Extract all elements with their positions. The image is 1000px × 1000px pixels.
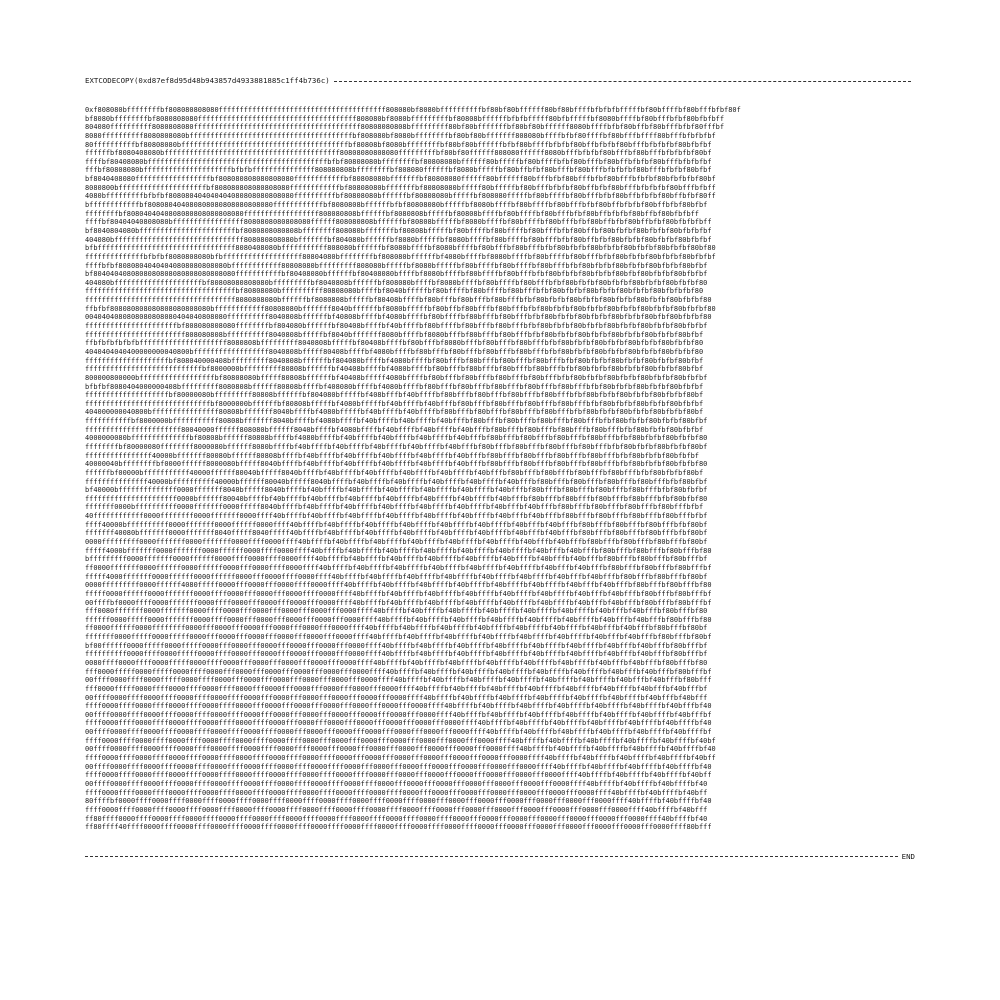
hex-line: 404000000040800bffffffffffffffff80808bfffffff8040bffffbf4080bfffffbf40bffffbf40bffffbf80bfffbf80bfffbf80bfffbf80bfffbfbf80bfbfbf80bfbfbf80bfbfbf80bf — [85, 408, 704, 417]
bytecode-hex-block — [85, 106, 915, 832]
hex-line: 0000fffffffff0000ffffff4080fffff0000fff0000fff0000ffff0000ffff40bffffbf40bffffbf40bffffbf40bffffbf40bffffbf40bffffbf40bfffbf40bfffbf80bfffbf80bfffbf80 — [85, 581, 712, 590]
hex-line: ffffffffffffffffffffffffffffffbf8000000bffffffbf80808bfffffbf4080bfffffbf40bffffbf40bfffbf80bfffbf80bfffbf80bfffbf80bfffbfbf80bfbfbf80bfbfbf80bfbfbf — [85, 399, 704, 408]
hex-line: bfbfffffffffffffffffffffffffffffffff8080408080bfffffffffff808080bffffffbf8080bffffbf8080bffffbf80bfffbf80bfffbfbf80bfbfbf80bfbfbf80bfbfbf80bfbfbf80bf80 — [85, 244, 716, 253]
hex-line: 00ffffbf0000ffff0000fffffff0000ffff0000fff0000fff0000fff0000ffff40bffffbf40bffffbf40bffffbf40bffffbf40bffffbf40bffffbf40bfffbf40bfffbf80bfffbf80bfffbf — [85, 598, 712, 607]
hex-line: fffff0000ffffff0000fffffff0000ffff0000fff0000fff0000ffff0000ffff40bffffbf40bffffbf40bffffbf40bffffbf40bffffbf40bffffbf40bfffbf40bfffbf80bfffbf80bfffbf — [85, 589, 712, 598]
footer-dashed-rule — [85, 856, 898, 857]
hex-line: 40000040bffffffffbf0000ffffff8000080bfffff8040bffffbf40bffffbf40bffffbf40bffffbf40bffffbf40bfffbf80bfffbf80bfffbf80bfffbf80bfffbfbf80bfbfbf80bfbfbf80 — [85, 460, 708, 469]
hex-line: ffbfbfbfbfbfbfffffffffffffffffffff8080808bfffffffff8040808bfffffbf80408bffffbf80bfffbf8080bfffbf80bfffbf80bfffbfbf80bfbfbf80bfbfbf80bfbfbf80bfbfbf80 — [85, 339, 704, 348]
hex-line: ffffffffffffffffffffbf808040000408bfffffffff8040808bffffffbf804080bffffbf4080bffffbf80bfffbf80bfffbf80bfffbf80bfffbfbf80bfbfbf80bfbfbf80bfbfbf80bfbf — [85, 356, 704, 365]
hex-line: 0000fffffffff0000fffffff0000fffffff0000ffff0000ffff40bffffbf40bffffbf40bffffbf40bffffbf40bffffbf40bffffbf40bfffbf40bfffbf80bfffbf80bfffbf80bfffbf80bf — [85, 538, 708, 547]
hex-line: ffff40000bffffffffff0000fffffff0000ffffff0000ffff40bffffbf40bffffbf40bffffbf40bffffbf40bffffbf40bffffbf40bfffbf40bfffbf80bfffbf80bfffbf80bfffbfbf80bf — [85, 520, 708, 529]
hex-line: ffffffbf8080408080bffffffffffffffffffffffffffffffffffffffffff80808080808080fffffffffbf80bf80ffffff808080ffffff8080bfffbfbfbf80bfffbf80bfffbfbfbfbf80bf — [85, 149, 712, 158]
hex-line: ff0000fffffff0000ffffff0000ffffff0000fff0000ffff0000ffff40bffffbf40bffffbf40bffffbf40bffffbf40bffffbf40bffffbf40bfffbf40bfffbf80bfffbf80bfffbf80bfffbf — [85, 563, 712, 572]
hex-line: ffffbfbf80808040404040808080808080bffffffffffff80808080bfffffffff808080bfffffbf8080bfffffbf80bffffbf80bffffbf80bfffbfbf80bfbfbf80bfbfbf80bfbfbf80bfbf — [85, 261, 708, 270]
hex-line: 40ffffffffffff0000ffffffff0000fffffff0000ffff40bffffbf40bffffbf40bffffbf40bffffbf40bffffbf40bffffbf40bfffbf40bfffbf80bfffbf80bfffbf80bfffbf80bfffbfbf — [85, 512, 708, 521]
hex-line: ffff0000ffff0000ffff0000ffff0000ffff0000fff0000fff0000fff0000fff0000fff0000fff0000ffff40bffffbf40bffffbf40bffffbf40bffffbf40bffffbf40bffffbf40bfffbf40 — [85, 702, 712, 711]
code-copy-dump — [85, 76, 915, 862]
hex-line: ffffbf80404040808080bfffffffffffffffff8080808080808080ffffff808080808bffffffbf80808bfffffbf8080bffffbf80bffffbf80bfffbfbf80bffbfbf80bffbfbf80bfbfbfbff — [85, 218, 712, 227]
hex-line: ffffffffffffffffffffff0000bffffff80040bffffbf40bffffbf40bffffbf40bffffbf40bffffbf40bffffbf40bffffbf40bfffbf80bfffbf80bfffbf80bfffbf80bfffbfbf80bfbf80 — [85, 494, 708, 503]
hex-line: fff0000fffff0000fffff0000ffff0000fff0000fff0000fff0000fff0000fff0000ffff40bffffbf40bffffbf40bffffbf40bffffbf40bffffbf40bffffbf40bfffbf40bfffbf80bfffbf — [85, 667, 712, 676]
hex-line: 0xf808080bffffffffbf808080808080ffffffffffffffffffffffffffffffffffffffff808080bf8080bffffffffffbf80bf80bffffff80bf80bffffbfbfbfbfffffbf80bffffbf80bfffbfbf80f — [85, 106, 741, 114]
hex-line: bf8040408080ffffffffffffffffffbf808080808080808080ffffffffffffbf80808080bfffffffbf80808080ffffff80bffffff80bfffbfbf80bfffbfbf80bfffbfbfbf80bfbfbfbf80bf — [85, 175, 716, 184]
hex-line: bf40000bffffffffffffff0000fffffff8040bfffff8040bffffbf40bffffbf40bffffbf40bffffbf40bffffbf40bffffbf40bfffbf80bfffbf80bfffbf80bfffbf80bfffbfbf80bfbfbf — [85, 486, 708, 495]
hex-line: ff80ffff0000ffff0000ffff0000ffff0000ffff0000ffff0000ffff0000ffff0000ffff0000ffff0000ffff0000fff0000fff0000fff0000fff0000fff0000fff0000ffff40bffffbf40 — [85, 814, 708, 823]
hex-line: bfbfbf8080404000000408bfffffffff8080808bffffff80808bffffbf408080bffffbf4080bffffbf80bfffbf80bfffbf80bfffbf80bfffbf80bfffbfbf80bfbfbf80bfbfbf80bfbfbf — [85, 382, 704, 391]
hex-line: 00ffff0000ffff0000ffff0000ffff0000ffff0000fff0000fff0000fff0000fff0000fff0000ffff40bffffbf40bffffbf40bffffbf40bffffbf40bffffbf40bffffbf40bfffbf40bfff — [85, 693, 708, 702]
hex-line: ffff0000ffff0000ffff0000ffff0000ffff0000ffff0000ffff0000fff0000fff0000fff0000fff0000fff0000fff0000ffff40bffffbf40bffffbf40bffffbf40bffffbf40bffffbf40bf — [85, 736, 716, 745]
hex-line: 8080800bfffffffffffffffffffffbf808080808080808080ffffffffffffbf80808080bfffffffbf80808080bfffff80bfffffbf80bfffbfbfbf80bffbfbf80bfffbfbfbfbf80bfffbfbff — [85, 183, 716, 192]
hex-line: 404080bfffffffffffffffffffffffffffffff808080808080bfffffffbf804080bffffffbf8080bfffffbf8080bffffbf80bffffbf80bfffbfbf80bffbfbf80bfbfbf80bfbfbf80bfbfbf — [85, 235, 712, 244]
hex-line: ffbfbf808080808080808080808080bffffffffffff80808080bfffffff8040bffffffbf8080bfffffbf80bffbf80bfffbf80bfffbfbf80bfbfbf80bfbfbf80bfbfbf80bfbfbf80bfbfbf80 — [85, 304, 716, 313]
hex-line: ffffff0000fffff0000fffffff0000ffff0000fff0000fff0000fff0000fff0000ffff40bffffbf40bffffbf40bffffbf40bffffbf40bffffbf40bffffbf40bfffbf40bfffbf80bfffbf80 — [85, 615, 712, 624]
hex-line: ffffffbf00000bfffffffffff40000ffffff80040bfffff8040bffffbf40bffffbf40bffffbf40bffffbf40bffffbf40bfffbf80bfffbf80bfffbf80bfffbf80bfffbfbf80bfbfbf80bf — [85, 468, 704, 477]
hex-line: fffffffffffffff40000bffffffffff40000bffffff80040bfffff8040bffffbf40bffffbf40bffffbf40bffffbf40bffffbf40bfffbf80bfffbf80bfffbf80bfffbf80bfffbfbf80bfbf — [85, 477, 708, 486]
hex-line: ffffffffffffffffffffbf80000080bfffffffff80808bffffffbf804080bfffffbf408bfffbf40bffffbf80bfffbf80bfffbf80bfffbf80bfffbfbf80bfbfbf80bfbfbf80bfbfbf80bf — [85, 391, 704, 400]
hex-line: ffffffffffffffffffffffffffffffffffff8080808080bffffffbf8080808bfffffbf80408bffffbf80bfffbf80bfffbf80bfffbfbf80bfbfbf80bfbfbf80bfbfbf80bfbfbf80bfbfbf80 — [85, 296, 712, 305]
hex-line: 00ffff0000ffff0000ffff0000ffff0000ffff0000fff0000fff0000fff0000fff0000fff0000fff0000ffff40bffffbf40bffffbf40bffffbf40bffffbf40bffffbf40bffffbf40bfffbf — [85, 710, 712, 719]
hex-line: ffffbf80408080bfffffffffffffffffffffffffffffffffffffffffffbfbf80808080bffffffffbf80808080bffffff80bfffffbf80bffffbfbf80bfffbf80bffbfbfbf80bfffbfbfbfbf — [85, 157, 712, 166]
hex-line: ffff0000ffff0000ffff0000ffff0000ffff0000ffff0000ffff0000ffff0000ffff0000ffff0000ffff0000fff0000fff0000fff0000fff0000fff0000fff0000ffff40bffffbf40bfff — [85, 805, 708, 814]
header-dashed-rule — [334, 81, 911, 82]
hex-line: ff80ffff40ffff0000ffff0000ffff0000ffff0000ffff0000ffff0000ffff0000ffff0000ffff0000ffff0000ffff0000fff0000fff0000fff0000fff0000fff0000fff0000ffff80bfff — [85, 823, 712, 832]
hex-line: fff0080fffffff0000fffffff0000ffff0000fff0000fff0000fff0000fff0000ffff40bffffbf40bffffbf40bffffbf40bffffbf40bffffbf40bffffbf40bfffbf40bfffbf80bfffbf80 — [85, 607, 708, 616]
hex-line: bf8080bffffffffbf8080808080ffffffffffffffffffffffffffffffffffffff808080bf8080bfffffffffbf80808bffffffbfbfbfffff80bfbfffffbf8080bffffbf80bfffbfbf80bfbfbff — [85, 114, 725, 123]
hex-line: ffffffffffffffffffffffffffffffffffffbf80808080bffffffffff80808080bffffbf8040bfffffbf80bffffbf80bffffbf80bfffbfbf80bfbfbf80bfbfbf80bfbfbf80bfbfbfbf80 — [85, 287, 704, 296]
hex-line: 4040404040400000000040800bffffffffffffffffff8040808bfffff80408bffffbf4080bffffbf80bfffbf80bfffbf80bfffbf80bfffbfbf80bfbfbf80bfbfbf80bfbfbf80bfbfbf80 — [85, 347, 704, 356]
hex-line: ffff0000ffff0000ffff0000ffff0000ffff0000ffff0000ffff0000ffff0000ffff0000ffff0000fff0000fff0000fff0000fff0000fff0000fff0000ffff40bffffbf40bffffbf40bff — [85, 788, 708, 797]
dump-header — [85, 76, 915, 86]
hex-line: 804080ffffffffff8080808080ffffffffffffffffffffffffffffffffffffffff80808080808bfffffffff80bf80bfffffffbf80bf80bffffff8080bffffbfbf80bffbf80bfffbfbf80fffbf — [85, 123, 725, 132]
hex-line: fffff4000bfffffff0000fffffff0000ffffff0000ffff0000ffff40bffffbf40bffffbf40bffffbf40bffffbf40bffffbf40bffffbf40bfffbf40bfffbf80bfffbf80bfffbf80bfffbf80 — [85, 546, 712, 555]
hex-line: bfffffffff0000fffffff0000ffffff0000ffff0000ffff0000ffff40bffffbf40bffffbf40bffffbf40bffffbf40bffffbf40bffffbf40bfffbf40bfffbf80bfffbf80bfffbf80bfffbf — [85, 555, 708, 564]
hex-line: fffffffffffffffffffffff80040000ffffff808080bffffff8040bffffbf4080bffffbf40bffffbf40bffffbf40bfffbf80bfffbf80bfffbf80bfffbf80bfffbfbf80bfbfbf80bfbfbf — [85, 425, 704, 434]
hex-line: ffff0000ffff0000ffff0000ffff0000ffff0000ffff0000ffff0000ffff0000fff0000fff0000fff0000fff0000fff0000fff0000ffff40bffffbf40bffffbf40bffffbf40bffffbf40bff — [85, 754, 716, 763]
hex-line: ffff0000ffff0000ffff0000ffff0000ffff0000ffff0000fff0000fff0000fff0000fff0000fff0000fff0000ffff40bffffbf40bffffbf40bffffbf40bffffbf40bffffbf40bffffbf40 — [85, 719, 712, 728]
hex-line: bf8040404080808080808080808080808080fffffffffffbf80408080bffffffbf80408080bffffbf8080bffffbf80bffffbf80bfffbfbf80bfbfbf80bfbfbf80bfbf80bfbfbf80bfbfbf — [85, 270, 708, 279]
hex-line: 4000000080bffffffffffffffbf80808bffffff80808bffffbf4080bffffbf40bffffbf40bffffbf40bffffbf40bfffbf80bfffbf80bfffbf80bfffbf80bfffbfbf80bfbfbf80bfbfbf80 — [85, 434, 708, 443]
hex-line: fffff4000fffffff0000ffffff0000ffffff0000fff0000ffff0000ffff40bffffbf40bffffbf40bffffbf40bffffbf40bffffbf40bffffbf40bfffbf40bfffbf80bfffbf80bfffbf80bf — [85, 572, 708, 581]
hex-line: fff0000fffff0000ffff0000ffff0000ffff0000fff0000fff0000fff0000fff0000fff0000ffff40bffffbf40bffffbf40bffffbf40bffffbf40bffffbf40bffffbf40bfffbf40bfffbf — [85, 684, 708, 693]
dump-title: EXTCODECOPY(0xd87ef8d95d48b943857d4933881885c1ff4b736c) — [85, 76, 330, 85]
hex-line: ffffffffffffffbfbfbf8080808080bfbfffffffffffffffffff80804080bffffffffbf808080bffffffbf4080bffffbf8080bffffbf80bffffbf80bfffbfbf80bfbfbf80bfbfbf80bfbfbf — [85, 252, 716, 261]
hex-line: ffffffffffffffff40000bfffffff80080bffffff80808bffffbf40bffffbf40bffffbf40bffffbf40bffffbf40bfffbf80bfffbf80bfffbf80bfffbf80bfffbfbf80bfbfbf80bfbfbf — [85, 451, 699, 460]
end-marker: END — [901, 851, 915, 861]
hex-line: 8080ffffffffff8080808080bfffffffffffffffffffffffffffffffffffffffbf808080bf8080bffffffffbf80bf80bfffffff808080bffffbfbf80ffffbf80bfffbffff80bfffbfbfbfbf — [85, 131, 716, 140]
hex-line: 00ffff0000ffff0000ffff0000ffff0000ffff0000ffff0000ffff0000ffff0000fff0000fff0000fff0000fff0000fff0000fff0000ffff40bffffbf40bffffbf40bffffbf40bffffbf40 — [85, 762, 712, 771]
hex-line: bf00ffffff0000fffff0000fffff0000fff0000fff0000fff0000fff0000fff0000ffff40bffffbf40bffffbf40bffffbf40bffffbf40bffffbf40bffffbf40bfffbf40bfffbf80bfffbf — [85, 641, 708, 650]
hex-line: ffffffffbf80000080ffffffff8000080bffffff8080bffffbf40bffffbf40bffffbf40bffffbf40bffffbf40bfffbf80bfffbf80bfffbf80bfffbf80bfffbfbf80bfbfbf80bfbfbf80bf — [85, 442, 708, 451]
hex-line: 80ffffbf0000ffff0000ffff0000ffff0000ffff0000ffff0000ffff0000ffff0000ffff0000ffff0000fff0000fff0000fff0000fff0000fff0000fff0000ffff40bffffbf40bffffbf40 — [85, 797, 712, 806]
hex-line: 80ffffffffffbf80808080bffffffffffffffffffffffffffffffffffffffffbf80808bf8080bffffffffbf80bf80bffffffbfbf80bffffbfbfbf80bffbfbfbf80bfffbfbfbfbf80bfbfbf — [85, 140, 712, 149]
hex-line: ffffffffff0000ffff0000fffff0000ffff0000fff0000fff0000fff0000fff0000ffff40bffffbf40bffffbf40bffffbf40bffffbf40bffffbf40bffffbf40bfffbf40bfffbf80bfffbf — [85, 650, 708, 659]
hex-line: ffffffffffffffffffffffbf808080808080ffffffffbf804080bffffffbf80408bffffbf40bffffbf80bffffbf80bfffbf80bfffbfbf80bfbfbf80bfbfbf80bfbfbf80bfbfbf80bfbfbf — [85, 322, 708, 331]
hex-line: 00ffff0000ffff0000ffff0000ffff0000ffff0000ffff0000fff0000fff0000fff0000fff0000fff0000fff0000ffff40bffffbf40bffffbf40bffffbf40bffffbf40bffffbf40bffffbf — [85, 728, 712, 737]
hex-line: bffffffffffffbf808080404080808080808080808080ffffffffffffbf8080808bffffffbfbf80808080bfffffbf8080bffffbf80bffffbf80bfffbfbf80bffbfbfbf80bffbfbf80bfbf — [85, 201, 708, 210]
dump-footer — [85, 852, 915, 862]
hex-line: 800000800000bffffffffffffffffffbf80808080bfffff80808bffffffbf40408bfffff4080bffffbf80bfffbf80bfffbf80bfffbf80bfffbfbf80bfbfbf80bfbfbf80bfbfbf80bfbfbf — [85, 373, 708, 382]
hex-line: 404080bfffffffffffffffffffffbf80808080808080bfffffffffbf8040808bffffffbf808080bffffbf8080bffffbf80bffffbf80bfffbfbf80bfbfbf80bfbfbf80bfbfbf80bfbfbf80 — [85, 278, 708, 287]
hex-line: ffffffffffffffffffffffffffffbf8000000bfffffffff80808bffffffbf40408bffffbf4080bffffbf80bfffbf80bfffbf80bfffbf80bfffbfbf80bfbfbf80bfbfbf80bfbfbf80bfbf — [85, 365, 704, 374]
hex-line: fffffffffffbf8000000bfffffffffff80808bfffffff8040bffffbf4080bffffbf40bffffbf40bffffbf40bfffbf80bfffbf80bfffbf80bfffbf80bfffbfbf80bfbfbf80bfbfbf80bfbf — [85, 417, 708, 426]
hex-line: ffffffffbf8080404040808080808080808080ffffffffffffffffff808080808bffffffbf8080808bfffffbf80808bffffbf80bffffbf80bfffbfbf80bffbfbfbf80bffbf80bfbfbff — [85, 209, 699, 218]
hex-line: 00ffff0000ffff0000ffff0000ffff0000ffff0000ffff0000ffff0000ffff0000ffff0000fff0000fff0000fff0000fff0000fff0000fff0000ffff40bffffbf40bffffbf40bffffbf40 — [85, 779, 708, 788]
hex-line: fffffff40080bfffffff0000fffffff8040fffff8040fffff40bffffbf40bffffbf40bffffbf40bffffbf40bffffbf40bffffbf40bfffbf40bfffbf80bfffbf80bfffbf80bfffbfbf80bf — [85, 529, 708, 538]
hex-line: 00ffff0000ffff0000fffff0000ffff0000fff0000fff0000fff0000fff0000fff0000ffff40bffffbf40bffffbf40bffffbf40bffffbf40bffffbf40bffffbf40bfffbf40bfffbf80bfff — [85, 676, 712, 685]
hex-line: ffff0000ffff0000ffff0000ffff0000ffff0000ffff0000ffff0000ffff0000ffff0000fff0000fff0000fff0000fff0000fff0000fff0000ffff40bffffbf40bffffbf40bffffbf40bff — [85, 771, 712, 780]
hex-line: fffffff0000bffffffffff0000fffffff0000fffff8040bffffbf40bffffbf40bffffbf40bffffbf40bffffbf40bffffbf40bfffbf40bfffbf80bfffbf80bfffbf80bfffbf80bfffbfbf — [85, 503, 704, 512]
hex-line: 0040404080808080808080404040808080ffffffffff8040808bffffffbf40808bffffbf4080bffffbf80bffffbf80bfffbf80bfffbfbf80bfbfbf80bfbfbf80bfbfbf80bfbf80bfbfbf80 — [85, 313, 712, 322]
hex-line: fffbf80808080bfffffffffffffffffffffbfbfbfffffffffffffff808080808bffffffffbf808080ffffffbf8080bfffffbf80bffbfbf80bfffbf80bfffbfbfbfbf80bfffbfbfbf80bfbf — [85, 166, 712, 175]
hex-line: ff0000ffffff0000ffffffff0000fff0000fff0000fff0000fff0000fff0000ffff40bffffbf40bffffbf40bffffbf40bffffbf40bffffbf40bffffbf40bfffbf40bfffbf80bfffbf80bf — [85, 624, 708, 633]
hex-line: ffffffffffffffffffffffff808080808bffffffffff8040808bfffffbf8040bfffffff8080bffffbf8080bfffbf80bfffbf80bfffbfbf80bfbfbf80bfbfbf80bfbfbf80bfbfbf80bfbf — [85, 330, 704, 339]
hex-line: 4080bfffffffffbfbfbf808080404040404080808080808080ffffffffffbf80808080bffffffbf80808080bfffffbf808080fffffbf80bffffbf80bfffbfbf80bffbfbfbf80bffbfbf80ff — [85, 192, 716, 201]
hex-line: fffffff0000fffff0000fffff0000fff0000fff0000fff0000fff0000fff0000ffff40bffffbf40bffffbf40bffffbf40bffffbf40bffffbf40bffffbf40bfffbf40bfffbf80bfffbf80bf — [85, 633, 712, 642]
hex-line: 0080ffff0000ffff0000fffff0000ffff0000fff0000fff0000fff0000fff0000ffff40bffffbf40bffffbf40bffffbf40bffffbf40bffffbf40bffffbf40bfffbf40bfffbf80bfffbf80 — [85, 659, 708, 667]
hex-line: bf8040804080bfffffffffffffffffffffffbf8080808080808bffffffff808080bfffffffbf80808bfffffbf80bffffbf80bffffbf80bfffbfbf80bffbf80bfbfbf80bfbfbf80bfbfbfbf — [85, 226, 712, 235]
hex-line: 00ffff0000ffff0000ffff0000ffff0000ffff0000ffff0000ffff0000fff0000fff0000fff0000fff0000fff0000fff0000ffff40bffffbf40bffffbf40bffffbf40bffffbf40bffffbf40 — [85, 745, 716, 754]
